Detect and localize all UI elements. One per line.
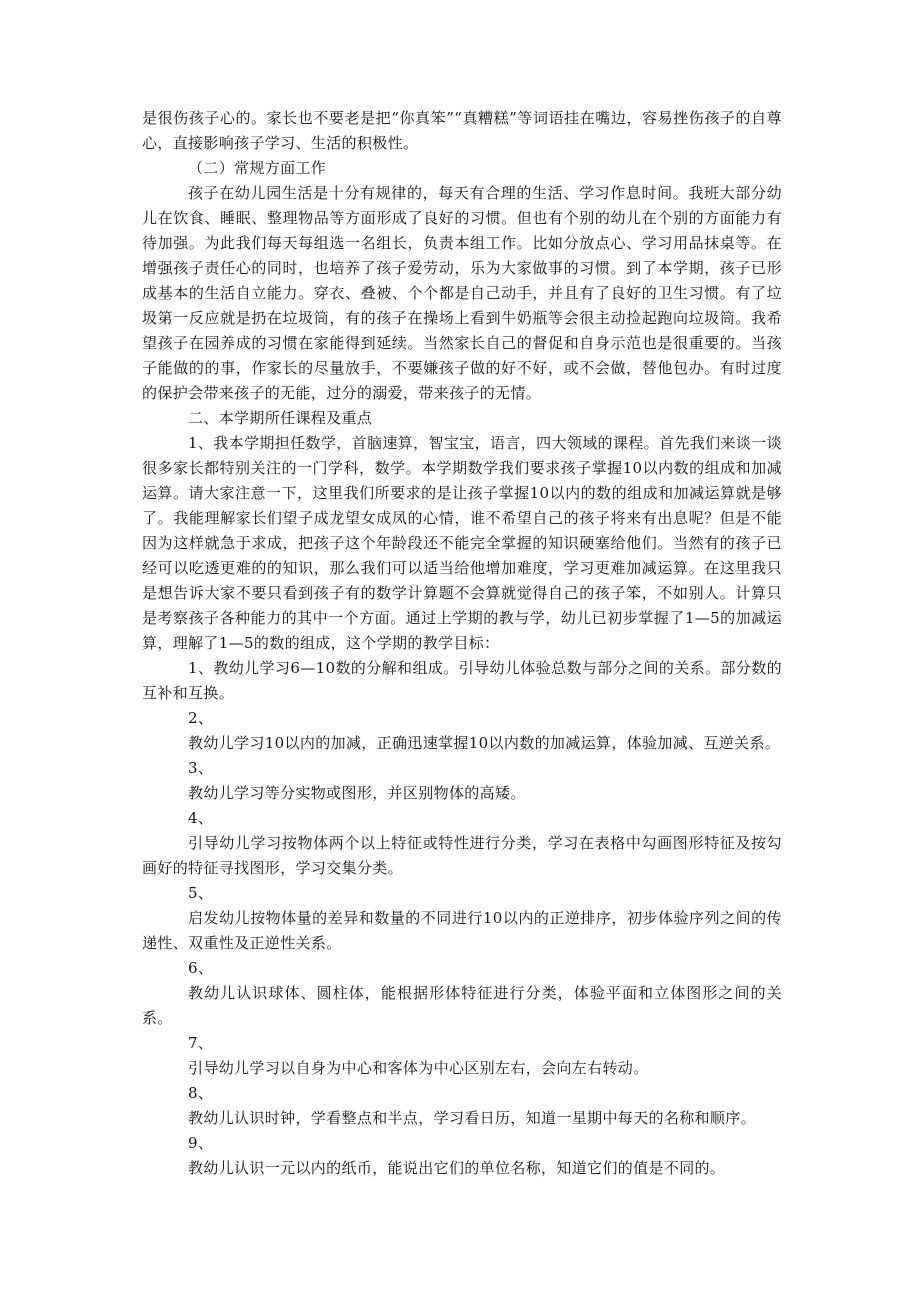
document-page	[142, 106, 782, 1181]
goal-text-5: 启发幼儿按物体量的差异和数量的不同进行10以内的正逆排序，初步体验序列之间的传递性、双重性及正逆性关系。	[142, 909, 782, 952]
heading-courses: 二、本学期所任课程及重点	[188, 409, 373, 427]
goal-number-5: 5、	[188, 884, 214, 902]
goal-number-2: 2、	[188, 709, 214, 727]
goal-text-3: 教幼儿学习等分实物或图形，并区别物体的高矮。	[188, 784, 526, 802]
goal-text-6: 教幼儿认识球体、圆柱体，能根据形体特征进行分类，体验平面和立体图形之间的关系。	[142, 984, 782, 1027]
goal-text: 教幼儿学习6—10数的分解和组成。引导幼儿体验总数与部分之间的关系。部分数的互补和互换。	[142, 659, 783, 702]
goal-text-2: 教幼儿学习10以内的加减，正确迅速掌握10以内数的加减运算，体验加减、互逆关系。	[188, 734, 781, 752]
paragraph-math: 1、我本学期担任数学，首脑速算，智宝宝，语言，四大领域的课程。首先我们来谈一谈很多家长都特别关注的一门学科，数学。本学期数学我们要求孩子掌握10以内数的组成和加减运算。请大家注意一下，这里我们所要求的是让孩子掌握10以内的数的组成和加减运算就是够了。我能理解家长们望子成龙望女成凤的心情，谁不希望自己的孩子将来有出息呢？但是不能因为这样就急于求成，把孩子这个年龄段还不能完全掌握的知识硬塞给他们。当然有的孩子已经可以吃透更难的的知识，那么我们可以适当给他增加难度，学习更难加减运算。在这里我只是想告诉大家不要只看到孩子有的数学计算题不会算就觉得自己的孩子笨，不如别人。计算只是考察孩子各种能力的其中一个方面。通过上学期的教与学，幼儿已初步掌握了1—5的加减运算，理解了1—5的数的组成，这个学期的教学目标：	[142, 434, 782, 652]
goal-1	[142, 656, 782, 706]
goal-text-9: 教幼儿认识一元以内的纸币，能说出它们的单位名称，知道它们的值是不同的。	[188, 1159, 726, 1177]
goal-number-4: 4、	[188, 809, 214, 827]
goal-number: 1、	[188, 659, 214, 677]
goal-number-6: 6、	[188, 959, 214, 977]
goal-text-7: 引导幼儿学习以自身为中心和客体为中心区别左右，会向左右转动。	[188, 1059, 649, 1077]
goal-number-9: 9、	[188, 1134, 214, 1152]
goal-text-8: 教幼儿认识时钟，学看整点和半点，学习看日历，知道一星期中每天的名称和顺序。	[188, 1109, 756, 1127]
goal-text-4: 引导幼儿学习按物体两个以上特征或特性进行分类，学习在表格中勾画图形特征及按勾画好的特征寻找图形，学习交集分类。	[142, 834, 782, 877]
paragraph-routine: 孩子在幼儿园生活是十分有规律的，每天有合理的生活、学习作息时间。我班大部分幼儿在饮食、睡眠、整理物品等方面形成了良好的习惯。但也有个别的幼儿在个别的方面能力有待加强。为此我们每天每组选一名组长，负责本组工作。比如分放点心、学习用品抹桌等。在增强孩子责任心的同时，也培养了孩子爱劳动，乐为大家做事的习惯。到了本学期，孩子已形成基本的生活自立能力。穿衣、叠被、个个都是自己动手，并且有了良好的卫生习惯。有了垃圾第一反应就是扔在垃圾筒，有的孩子在操场上看到牛奶瓶等会很主动捡起跑向垃圾筒。我希望孩子在园养成的习惯在家能得到延续。当然家长自己的督促和自身示范也是很重要的。当孩子能做的的事，作家长的尽量放手，不要嫌孩子做的好不好，或不会做，替他包办。有时过度的保护会带来孩子的无能，过分的溺爱，带来孩子的无情。	[142, 184, 782, 402]
goal-number-8: 8、	[188, 1084, 214, 1102]
heading-routine-work: （二）常规方面工作	[188, 159, 327, 177]
goal-number-3: 3、	[188, 759, 214, 777]
paragraph-self-esteem: 是很伤孩子心的。家长也不要老是把“你真笨”“真糟糕”等词语挂在嘴边，容易挫伤孩子的自尊心，直接影响孩子学习、生活的积极性。	[142, 109, 782, 152]
goal-number-7: 7、	[188, 1034, 214, 1052]
